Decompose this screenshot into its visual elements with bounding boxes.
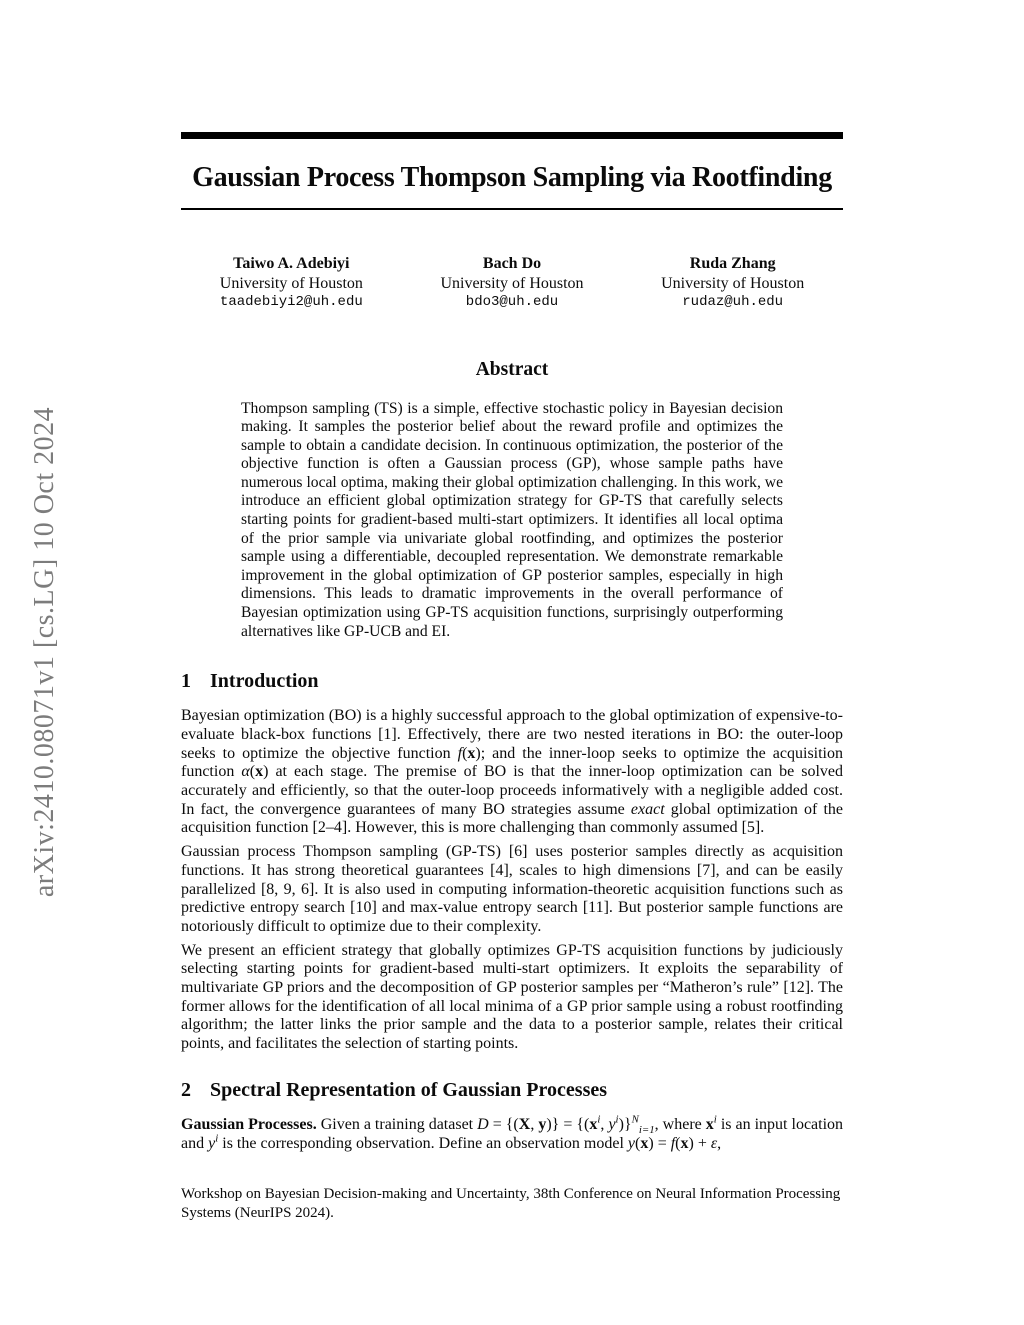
author-name: Taiwo A. Adebiyi (233, 255, 350, 272)
workshop-footnote: Workshop on Bayesian Decision-making and Uncertainty, 38th Conference on Neural Information Processing Systems (NeurIPS 2024). (181, 1186, 841, 1222)
intro-paragraph-2: Gaussian process Thompson sampling (GP-TS) [6] uses posterior samples directly as acquisition functions. It has strong theoretical guarantees [4], scales to high dimensions [7], and can be easily parallelized [8, 9, 6]. It is also used in computing information-theoretic acquisition functions such as predictive entropy search [10] and max-value entropy search [11]. But posterior sample functions are notoriously difficult to optimize due to their complexity. (181, 843, 843, 935)
abstract-heading: Abstract (475, 358, 549, 380)
author-name: Ruda Zhang (689, 255, 776, 272)
title-rule-top (181, 132, 843, 139)
section-title: Spectral Representation of Gaussian Processes (210, 1078, 608, 1101)
title-rule-bottom (181, 208, 843, 210)
author-affiliation: University of Houston (219, 274, 363, 292)
section-number: 2 (181, 1078, 191, 1101)
author-name: Bach Do (482, 255, 542, 272)
spectral-paragraph-1: Gaussian Processes. Given a training dataset D = {(X, $y)\} = \{(x^i$, $y^i)\}^N_{i=1}$, where $x^i$ is an input location and $y^i$ is the corresponding observation. Define an observation model y(x) = f(x) + ε, (181, 1113, 844, 1152)
paper-body (181, 0, 843, 1223)
author-affiliation: University of Houston (440, 274, 584, 292)
intro-paragraph-3: We present an efficient strategy that globally optimizes GP-TS acquisition functions by judiciously selecting starting points for gradient-based multi-start optimizers. It exploits the separability of multivariate GP priors and the decomposition of GP posterior samples per “Matheron’s rule” [12]. The former allows for the identification of all local minima of a GP prior sample using a robust rootfinding algorithm; the latter links the prior sample and the data to a posterior sample, relates their critical points, and facilitates the selection of starting points. (181, 941, 843, 1053)
author-3 (622, 254, 843, 313)
section-title: Introduction (210, 670, 319, 693)
intro-paragraph-1: Bayesian optimization (BO) is a highly successful approach to the global optimization of expensive-to-evaluate black-box functions [1]. Effectively, there are two nested iterations in BO: the outer-loop seeks to optimize the objective function f(x); and the inner-loop seeks to optimize the acquisition function α(x) at each stage. The premise of BO is that the inner-loop optimization can be solved accurately and efficiently, so that the outer-loop proceeds informatively with a negligible added cost. In fact, the convergence guarantees of many BO strategies assume exact global optimization of the acquisition function [2–4]. However, this is more challenging than commonly assumed [5]. (181, 707, 844, 837)
section-heading-introduction (181, 669, 843, 693)
arxiv-stamp: arXiv:2410.08071v1 [cs.LG] 10 Oct 2024 (29, 406, 60, 898)
section-heading-spectral-representation (181, 1078, 843, 1102)
paper-title: Gaussian Process Thompson Sampling via Rootfinding (192, 162, 832, 193)
author-block (181, 254, 843, 313)
author-1 (181, 254, 402, 313)
author-email: rudaz@uh.edu (682, 294, 784, 310)
author-2 (402, 254, 623, 313)
author-affiliation: University of Houston (661, 274, 805, 292)
author-email: taadebiyi2@uh.edu (219, 294, 363, 310)
abstract-text: Thompson sampling (TS) is a simple, effective stochastic policy in Bayesian decision making. It samples the posterior belief about the reward profile and optimizes the sample to obtain a candidate decision. In continuous optimization, the posterior of the objective function is often a Gaussian process (GP), whose sample paths have numerous local optima, making their global optimization challenging. In this work, we introduce an efficient global optimization strategy for GP-TS that carefully selects starting points for gradient-based multi-start optimizers. It identifies all local optima of the prior sample via univariate global rootfinding, and optimizes the posterior sample using a differentiable, decoupled representation. We demonstrate remarkable improvement in the global optimization of GP posterior samples, especially in high dimensions. This leads to dramatic improvements in the overall performance of Bayesian optimization using GP-TS acquisition functions, surprisingly outperforming alternatives like GP-UCB and EI. (241, 399, 783, 640)
author-email: bdo3@uh.edu (465, 294, 559, 310)
section-number: 1 (181, 670, 191, 693)
